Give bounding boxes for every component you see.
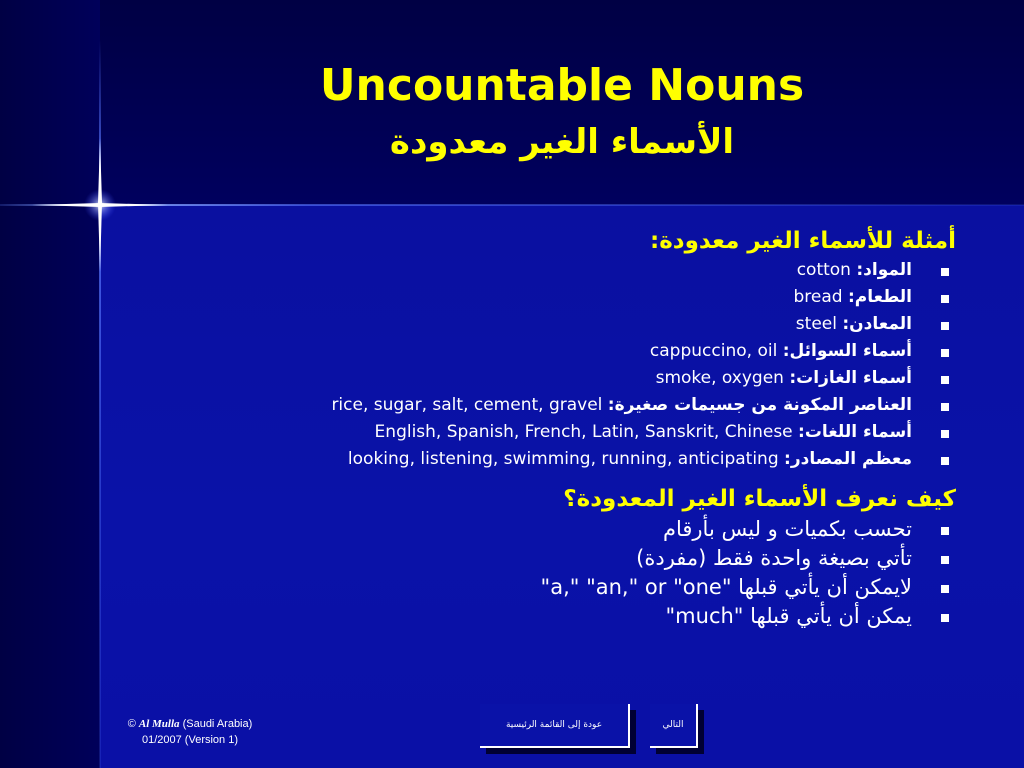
list-item: [150, 311, 956, 338]
footer-author: Al Mulla: [138, 718, 180, 730]
list-item: [150, 284, 956, 311]
item-label: أسماء الغازات:: [789, 368, 912, 388]
item-label: أسماء السوائل:: [782, 341, 912, 361]
footer-country: (Saudi Arabia): [182, 718, 253, 730]
item-value: "a," "an," or "one": [540, 575, 732, 599]
bullet-square-icon: [941, 457, 949, 465]
page-subtitle-arabic: الأسماء الغير معدودة: [389, 122, 735, 162]
item-text: لايمكن أن يأتي قبلها: [731, 575, 912, 599]
item-label: العناصر المكونة من جسيمات صغيرة:: [607, 395, 912, 415]
list-item: [150, 392, 956, 419]
item-value: rice, sugar, salt, cement, gravel: [331, 395, 603, 415]
bullet-square-icon: [941, 295, 949, 303]
list-item: [150, 257, 956, 284]
item-label: الطعام:: [847, 287, 912, 307]
item-label: المواد:: [856, 260, 912, 280]
bullet-square-icon: [941, 268, 949, 276]
list-item: [150, 365, 956, 392]
examples-heading: أمثلة للأسماء الغير معدودة:: [650, 228, 956, 254]
list-item: [150, 602, 956, 631]
bullet-square-icon: [941, 376, 949, 384]
item-text: يمكن أن يأتي قبلها: [743, 604, 912, 628]
footer-credit: [100, 716, 280, 748]
item-value: English, Spanish, French, Latin, Sanskrit, Chinese: [374, 422, 793, 442]
footer-line-1: [100, 716, 280, 732]
next-button[interactable]: التالي: [650, 704, 698, 748]
examples-list: [150, 257, 956, 473]
list-item: [150, 515, 956, 544]
list-item: [150, 573, 956, 602]
slide-content: [150, 225, 956, 631]
item-value: cotton: [796, 260, 851, 280]
background-left-panel: [0, 0, 100, 768]
bullet-square-icon: [941, 556, 949, 564]
item-value: steel: [795, 314, 837, 334]
item-value: smoke, oxygen: [655, 368, 784, 388]
home-button[interactable]: عودة إلى القائمة الرئيسية: [480, 704, 630, 748]
item-label: المعادن:: [842, 314, 912, 334]
bullet-square-icon: [941, 585, 949, 593]
list-item: [150, 544, 956, 573]
item-value: bread: [793, 287, 843, 307]
copyright-symbol: ©: [127, 718, 136, 730]
item-value: looking, listening, swimming, running, anticipating: [347, 449, 779, 469]
item-value: "much": [665, 604, 744, 628]
bullet-square-icon: [941, 349, 949, 357]
footer-version: 01/2007 (Version 1): [141, 734, 238, 746]
list-item: [150, 446, 956, 473]
item-text: تأتي بصيغة واحدة فقط (مفردة): [636, 546, 912, 570]
identify-list: [150, 515, 956, 631]
list-item: [150, 338, 956, 365]
bullet-square-icon: [941, 322, 949, 330]
item-label: معظم المصادر:: [784, 449, 912, 469]
item-text: تحسب بكميات و ليس بأرقام: [662, 517, 912, 541]
item-value: cappuccino, oil: [649, 341, 778, 361]
bullet-square-icon: [941, 614, 949, 622]
bullet-square-icon: [941, 527, 949, 535]
bullet-square-icon: [941, 403, 949, 411]
identify-heading: كيف نعرف الأسماء الغير المعدودة؟: [563, 486, 956, 512]
list-item: [150, 419, 956, 446]
item-label: أسماء اللغات:: [798, 422, 912, 442]
page-title: Uncountable Nouns: [319, 60, 805, 111]
bullet-square-icon: [941, 430, 949, 438]
